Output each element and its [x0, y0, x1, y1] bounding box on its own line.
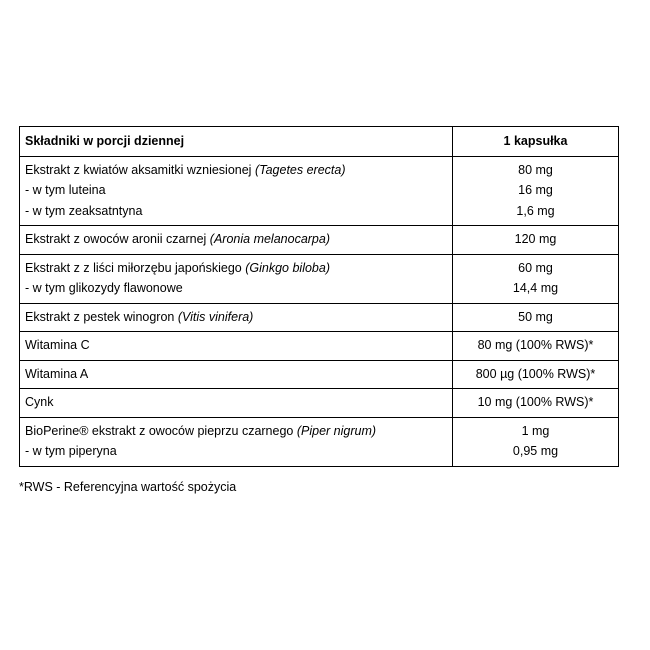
ingredient-line [25, 278, 447, 299]
ingredient-name: Ekstrakt z owoców aronii czarnej [25, 232, 210, 246]
amount-cell [453, 156, 619, 226]
amount-cell [453, 303, 619, 332]
ingredient-line [25, 335, 447, 356]
amount-value: 14,4 mg [512, 281, 559, 295]
amount-value: 80 mg (100% RWS)* [477, 338, 594, 352]
ingredient-line [25, 364, 447, 385]
ingredient-name: Cynk [25, 395, 54, 409]
table-row [20, 332, 619, 361]
table-body [20, 156, 619, 466]
ingredient-name: Ekstrakt z kwiatów aksamitki wzniesionej [25, 162, 255, 177]
ingredient-cell [20, 389, 453, 418]
amount-value: 10 mg (100% RWS)* [477, 395, 594, 409]
table-row [20, 156, 619, 226]
amount-column-header: 1 kapsułka [453, 127, 619, 157]
table-row [20, 417, 619, 466]
ingredient-line [25, 201, 447, 222]
ingredient-name: Witamina A [25, 366, 89, 381]
amount-cell [453, 226, 619, 255]
latin-name: (Vitis vinifera) [177, 309, 254, 324]
ingredient-line [25, 392, 447, 413]
amount-value: 1,6 mg [516, 203, 555, 218]
table-row [20, 360, 619, 389]
ingredient-cell [20, 156, 453, 226]
amount-value: 1 mg [521, 423, 550, 438]
ingredient-name: - w tym piperyna [25, 444, 117, 458]
ingredient-name: Ekstrakt z z liści miłorzębu japońskiego [25, 260, 246, 275]
ingredient-cell [20, 226, 453, 255]
latin-name: (Aronia melanocarpa) [209, 232, 330, 246]
ingredient-line [25, 421, 447, 442]
amount-cell [453, 332, 619, 361]
table-row [20, 389, 619, 418]
ingredient-column-header: Składniki w porcji dziennej [20, 127, 453, 157]
ingredient-name: - w tym zeaksatntyna [25, 203, 143, 218]
table-header-row [20, 127, 619, 157]
amount-value: 60 mg [518, 260, 553, 275]
table-row [20, 254, 619, 303]
amount-cell [453, 254, 619, 303]
ingredient-name: Witamina C [25, 338, 90, 352]
ingredient-line [25, 258, 447, 279]
amount-value: 50 mg [518, 309, 553, 324]
ingredient-line [25, 180, 447, 201]
amount-value: 16 mg [518, 183, 553, 197]
ingredient-line [25, 307, 447, 328]
footnote: *RWS - Referencyjna wartość spożycia [19, 480, 237, 494]
ingredient-cell [20, 254, 453, 303]
amount-value: 80 mg [518, 162, 553, 177]
amount-value: 0,95 mg [512, 444, 559, 458]
ingredient-line [25, 229, 447, 250]
table-row [20, 303, 619, 332]
amount-value: 800 µg (100% RWS)* [475, 366, 596, 381]
ingredient-cell [20, 360, 453, 389]
ingredient-cell [20, 332, 453, 361]
ingredient-name: BioPerine® ekstrakt z owoców pieprzu czarnego [25, 423, 297, 438]
ingredient-line [25, 160, 447, 181]
ingredient-name: - w tym luteina [25, 183, 106, 197]
table-row [20, 226, 619, 255]
latin-name: (Tagetes erecta) [254, 162, 346, 177]
ingredient-cell [20, 303, 453, 332]
ingredient-line [25, 441, 447, 462]
latin-name: (Ginkgo biloba) [245, 260, 330, 275]
supplement-facts-table [19, 126, 619, 467]
amount-cell [453, 417, 619, 466]
amount-value: 120 mg [514, 232, 557, 246]
ingredient-name: - w tym glikozydy flawonowe [25, 281, 183, 295]
latin-name: (Piper nigrum) [296, 423, 377, 438]
ingredient-name: Ekstrakt z pestek winogron [25, 309, 178, 324]
ingredient-cell [20, 417, 453, 466]
amount-cell [453, 389, 619, 418]
amount-cell [453, 360, 619, 389]
